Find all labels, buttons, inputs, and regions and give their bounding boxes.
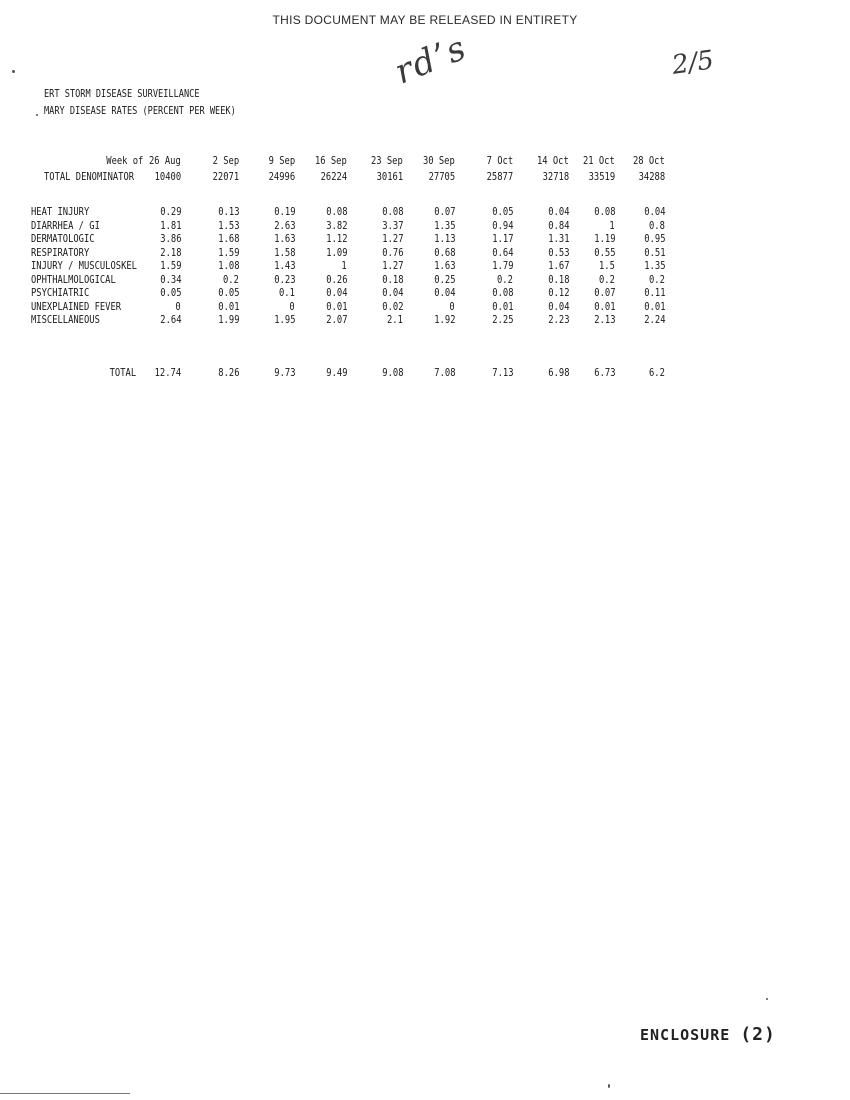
week-header: 30 Sep: [423, 154, 455, 167]
rate-cell: 2.18: [159, 245, 181, 259]
rate-cell: 0.08: [325, 205, 347, 218]
denominator-cell: 25877: [486, 170, 513, 183]
week-header: 2 Sep: [212, 154, 239, 167]
row-label: HEAT INJURY: [31, 205, 90, 218]
scan-speck: [12, 70, 15, 73]
denominator-cell: 34288: [638, 170, 665, 183]
week-header: 14 Oct: [537, 154, 569, 167]
total-cell: 6.73: [593, 366, 615, 379]
denominator-cell: 24996: [268, 170, 295, 183]
rate-cell: 1.27: [381, 232, 403, 245]
rate-cell: 2.64: [159, 313, 181, 326]
rate-cell: 1.19: [593, 232, 615, 245]
total-cell: 7.08: [433, 366, 455, 379]
rate-cell: 0.34: [159, 272, 181, 286]
rate-cell: 0.68: [433, 245, 455, 259]
document-subtitle: MARY DISEASE RATES (PERCENT PER WEEK): [44, 105, 236, 117]
rate-cell: 0.07: [433, 205, 455, 218]
rate-cell: 1.27: [381, 259, 403, 272]
document-title: ERT STORM DISEASE SURVEILLANCE: [44, 88, 200, 100]
row-label: DIARRHEA / GI: [31, 218, 100, 232]
rate-cell: 0.08: [593, 205, 615, 218]
week-of-label: Week of: [105, 154, 143, 167]
rate-cell: 0.05: [159, 286, 181, 299]
rate-cell: 0.12: [547, 286, 569, 299]
rate-cell: 0.2: [599, 272, 615, 286]
week-header: 21 Oct: [583, 154, 615, 167]
scan-speck: [766, 998, 768, 1000]
rate-cell: 0.25: [433, 272, 455, 286]
rate-cell: 0.05: [217, 286, 239, 299]
rate-cell: 1.81: [159, 218, 181, 232]
row-label: RESPIRATORY: [31, 245, 90, 259]
rate-cell: 0: [175, 299, 181, 313]
rate-cell: 1.79: [491, 259, 513, 272]
scan-speck: [36, 114, 38, 116]
rate-cell: 1.31: [547, 232, 569, 245]
total-cell: 9.08: [381, 366, 403, 379]
rate-cell: 0.04: [547, 205, 569, 218]
enclosure-marker: [640, 1024, 776, 1045]
rate-cell: 0.11: [643, 286, 665, 299]
rate-cell: 0.76: [381, 245, 403, 259]
rate-cell: 1.35: [643, 259, 665, 272]
denominator-cell: 30161: [376, 170, 403, 183]
rate-cell: 0.08: [491, 286, 513, 299]
rate-cell: 3.86: [159, 232, 181, 245]
rate-cell: 1.13: [433, 232, 455, 245]
rate-cell: 0.08: [381, 205, 403, 218]
rate-cell: 0.1: [279, 286, 295, 299]
rate-cell: 1.53: [217, 218, 239, 232]
row-label: DERMATOLOGIC: [31, 232, 95, 245]
total-cell: 12.74: [154, 366, 181, 379]
rate-cell: 0.01: [491, 299, 513, 313]
rate-cell: 2.13: [593, 313, 615, 326]
week-header: 28 Oct: [633, 154, 665, 167]
rate-cell: 2.63: [273, 218, 295, 232]
total-cell: 9.49: [325, 366, 347, 379]
rate-cell: 0.04: [325, 286, 347, 299]
week-header: 16 Sep: [315, 154, 347, 167]
rate-cell: 2.1: [387, 313, 403, 326]
total-cell: 7.13: [491, 366, 513, 379]
denominator-cell: 27705: [428, 170, 455, 183]
rate-cell: 0.04: [547, 299, 569, 313]
rate-cell: 0.26: [325, 272, 347, 286]
rate-cell: 1.5: [599, 259, 615, 272]
total-cell: 9.73: [273, 366, 295, 379]
rate-cell: 0.18: [547, 272, 569, 286]
rate-cell: 0.95: [643, 232, 665, 245]
enclosure-number: (2): [740, 1024, 776, 1045]
week-header: 9 Sep: [268, 154, 295, 167]
rate-cell: 0.84: [547, 218, 569, 232]
rate-cell: 0.51: [643, 245, 665, 259]
footer-rule: [0, 1093, 130, 1094]
rate-cell: 1.43: [273, 259, 295, 272]
rate-cell: 0.2: [223, 272, 239, 286]
row-label: UNEXPLAINED FEVER: [31, 299, 122, 313]
total-denominator-label: TOTAL DENOMINATOR: [44, 170, 135, 183]
rate-cell: 0.8: [649, 218, 665, 232]
total-cell: 6.98: [547, 366, 569, 379]
row-label: OPHTHALMOLOGICAL: [31, 272, 116, 286]
total-cell: 6.2: [649, 366, 665, 379]
rate-cell: 1.59: [217, 245, 239, 259]
rate-cell: 3.82: [325, 218, 347, 232]
rate-cell: 1: [609, 218, 615, 232]
rate-cell: 1.35: [433, 218, 455, 232]
rate-cell: 1: [341, 259, 347, 272]
rate-cell: 1.58: [273, 245, 295, 259]
row-label: PSYCHIATRIC: [31, 286, 90, 299]
rate-cell: 2.23: [547, 313, 569, 326]
rate-cell: 0.64: [491, 245, 513, 259]
rate-cell: 0.01: [217, 299, 239, 313]
rate-cell: 1.09: [325, 245, 347, 259]
week-header: 26 Aug: [149, 154, 181, 167]
denominator-cell: 33519: [588, 170, 615, 183]
rate-cell: 0.55: [593, 245, 615, 259]
rate-cell: 0.01: [643, 299, 665, 313]
denominator-cell: 22071: [212, 170, 239, 183]
rate-cell: 1.92: [433, 313, 455, 326]
denominator-cell: 10400: [154, 170, 181, 183]
rate-cell: 1.68: [217, 232, 239, 245]
rate-cell: 0.94: [491, 218, 513, 232]
rate-cell: 0.04: [643, 205, 665, 218]
rate-cell: 0.01: [325, 299, 347, 313]
rate-cell: 0.2: [649, 272, 665, 286]
rate-cell: 0.05: [491, 205, 513, 218]
rate-cell: 0.07: [593, 286, 615, 299]
rate-cell: 0.23: [273, 272, 295, 286]
rate-cell: 1.63: [273, 232, 295, 245]
rate-cell: 0.04: [381, 286, 403, 299]
rate-cell: 0.04: [433, 286, 455, 299]
week-header: 23 Sep: [371, 154, 403, 167]
rate-cell: 0.13: [217, 205, 239, 218]
rate-cell: 0.19: [273, 205, 295, 218]
rate-cell: 1.17: [491, 232, 513, 245]
rate-cell: 0.2: [497, 272, 513, 286]
rate-cell: 0.53: [547, 245, 569, 259]
rate-cell: 1.08: [217, 259, 239, 272]
rate-cell: 0: [449, 299, 455, 313]
rate-cell: 2.24: [643, 313, 665, 326]
rate-cell: 0.18: [381, 272, 403, 286]
release-banner: THIS DOCUMENT MAY BE RELEASED IN ENTIRETY: [272, 13, 578, 27]
rate-cell: 2.25: [491, 313, 513, 326]
rate-cell: 1.59: [159, 259, 181, 272]
rate-cell: 1.95: [273, 313, 295, 326]
total-label: TOTAL: [109, 366, 136, 379]
rate-cell: 0.02: [381, 299, 403, 313]
scan-speck: [608, 1084, 610, 1088]
denominator-cell: 26224: [320, 170, 347, 183]
rate-cell: 2.07: [325, 313, 347, 326]
rate-cell: 0.01: [593, 299, 615, 313]
rate-cell: 0.29: [159, 205, 181, 218]
rate-cell: 0: [289, 299, 295, 313]
rate-cell: 1.12: [325, 232, 347, 245]
enclosure-text: ENCLOSURE: [640, 1026, 731, 1044]
handwritten-annotation: rd’s: [389, 27, 474, 93]
rate-cell: 1.63: [433, 259, 455, 272]
row-label: MISCELLANEOUS: [31, 313, 100, 326]
rate-cell: 1.99: [217, 313, 239, 326]
denominator-cell: 32718: [542, 170, 569, 183]
rate-cell: 3.37: [381, 218, 403, 232]
row-label: INJURY / MUSCULOSKEL: [31, 259, 137, 272]
total-cell: 8.26: [217, 366, 239, 379]
rate-cell: 1.67: [547, 259, 569, 272]
handwritten-page-number: 2/5: [670, 45, 716, 81]
week-header: 7 Oct: [486, 154, 513, 167]
